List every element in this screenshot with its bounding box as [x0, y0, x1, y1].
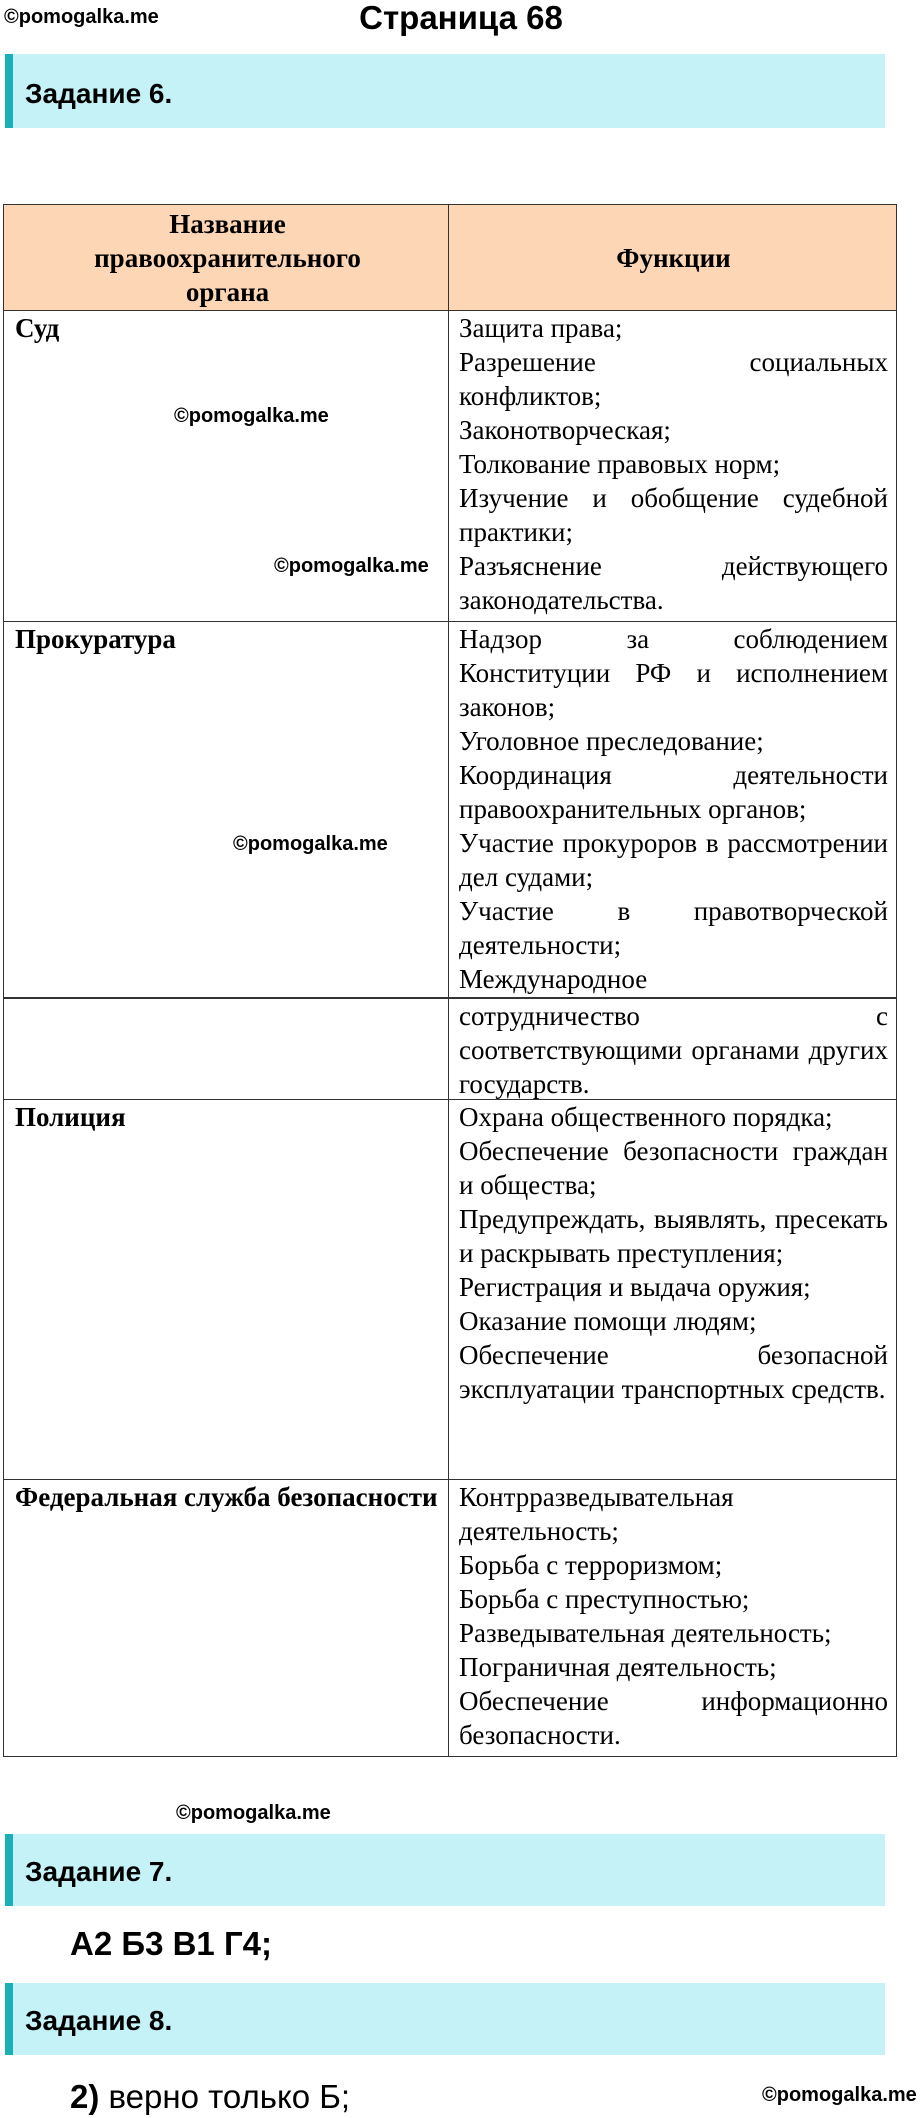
function-item: Толкование правовых норм;: [459, 449, 781, 479]
function-item: Предупреждать, выявлять, пресекать и раскрывать преступления;: [459, 1204, 888, 1268]
organ-cell: [4, 1100, 449, 1479]
organ-cell: [4, 311, 449, 621]
header-functions: [449, 205, 896, 310]
function-item: сотрудничество с соответствующими органами других государств.: [459, 1001, 888, 1099]
organ-name: Прокуратура: [15, 624, 176, 654]
function-item: Международное: [459, 964, 648, 994]
task8-heading: Задание 8.: [5, 1983, 885, 2055]
function-item: Защита права;: [459, 313, 623, 343]
task8-answer-text: верно только Б;: [99, 2078, 351, 2115]
organ-name: Суд: [15, 313, 60, 343]
task8-answer-number: 2): [70, 2078, 100, 2115]
function-item: Обеспечение информационно безопасности.: [459, 1686, 888, 1750]
watermark: ©pomogalka.me: [274, 555, 429, 577]
header-organ-text: Название правоохранительного органа: [94, 208, 361, 307]
function-item: Участие прокуроров в рассмотрении дел судами;: [459, 828, 888, 892]
task7-answer: А2 Б3 В1 Г4;: [70, 1925, 272, 1962]
function-item: Участие в правотворческой деятельности;: [459, 896, 888, 960]
functions-cell: [449, 311, 896, 621]
function-item: Пограничная деятельность;: [459, 1652, 777, 1682]
function-item: Борьба с преступностью;: [459, 1584, 750, 1614]
function-item: Разведывательная деятельность;: [459, 1618, 832, 1648]
function-item: Разрешение социальных конфликтов;: [459, 347, 888, 411]
table-header-row: [3, 204, 897, 311]
organ-name: Федеральная служба безопасности: [15, 1482, 438, 1512]
task7-heading: Задание 7.: [5, 1834, 885, 1906]
watermark: ©pomogalka.me: [233, 833, 388, 855]
function-item: Оказание помощи людям;: [459, 1306, 757, 1336]
table-row: [3, 1100, 897, 1480]
function-item: Регистрация и выдача оружия;: [459, 1272, 811, 1302]
organ-cell: [4, 999, 449, 1099]
functions-cell: [449, 1100, 896, 1479]
function-item: Обеспечение безопасности граждан и общества;: [459, 1136, 888, 1200]
function-item: Охрана общественного порядка;: [459, 1102, 833, 1132]
organ-cell: [4, 1480, 449, 1756]
table-row: [3, 1480, 897, 1757]
function-item: Разъяснение действующего законодательства.: [459, 551, 888, 615]
table-row: [3, 311, 897, 622]
table-row: [3, 998, 897, 1100]
organs-table: [3, 204, 897, 1757]
function-item: Законотворческая;: [459, 415, 671, 445]
watermark: ©pomogalka.me: [762, 2084, 917, 2106]
functions-cell: [449, 1480, 896, 1756]
function-item: Уголовное преследование;: [459, 726, 764, 756]
function-item: Надзор за соблюдением Конституции РФ и исполнением законов;: [459, 624, 888, 722]
watermark: ©pomogalka.me: [4, 6, 159, 28]
organ-cell: [4, 622, 449, 997]
functions-cell: [449, 999, 896, 1099]
function-item: Борьба с терроризмом;: [459, 1550, 723, 1580]
organ-name: Полиция: [15, 1102, 126, 1132]
function-item: Координация деятельности правоохранительных органов;: [459, 760, 888, 824]
function-item: Обеспечение безопасной эксплуатации транспортных средств.: [459, 1340, 888, 1404]
watermark: ©pomogalka.me: [174, 405, 329, 427]
header-functions-text: Функции: [616, 242, 731, 273]
task6-heading: Задание 6.: [5, 54, 885, 128]
task8-answer: [70, 2078, 350, 2116]
functions-cell: [449, 622, 896, 997]
header-organ: [4, 205, 449, 310]
function-item: Контрразведывательная деятельность;: [459, 1482, 734, 1546]
function-item: Изучение и обобщение судебной практики;: [459, 483, 888, 547]
watermark: ©pomogalka.me: [176, 1802, 331, 1824]
page-title: Страница 68: [359, 0, 563, 36]
table-row: [3, 622, 897, 998]
